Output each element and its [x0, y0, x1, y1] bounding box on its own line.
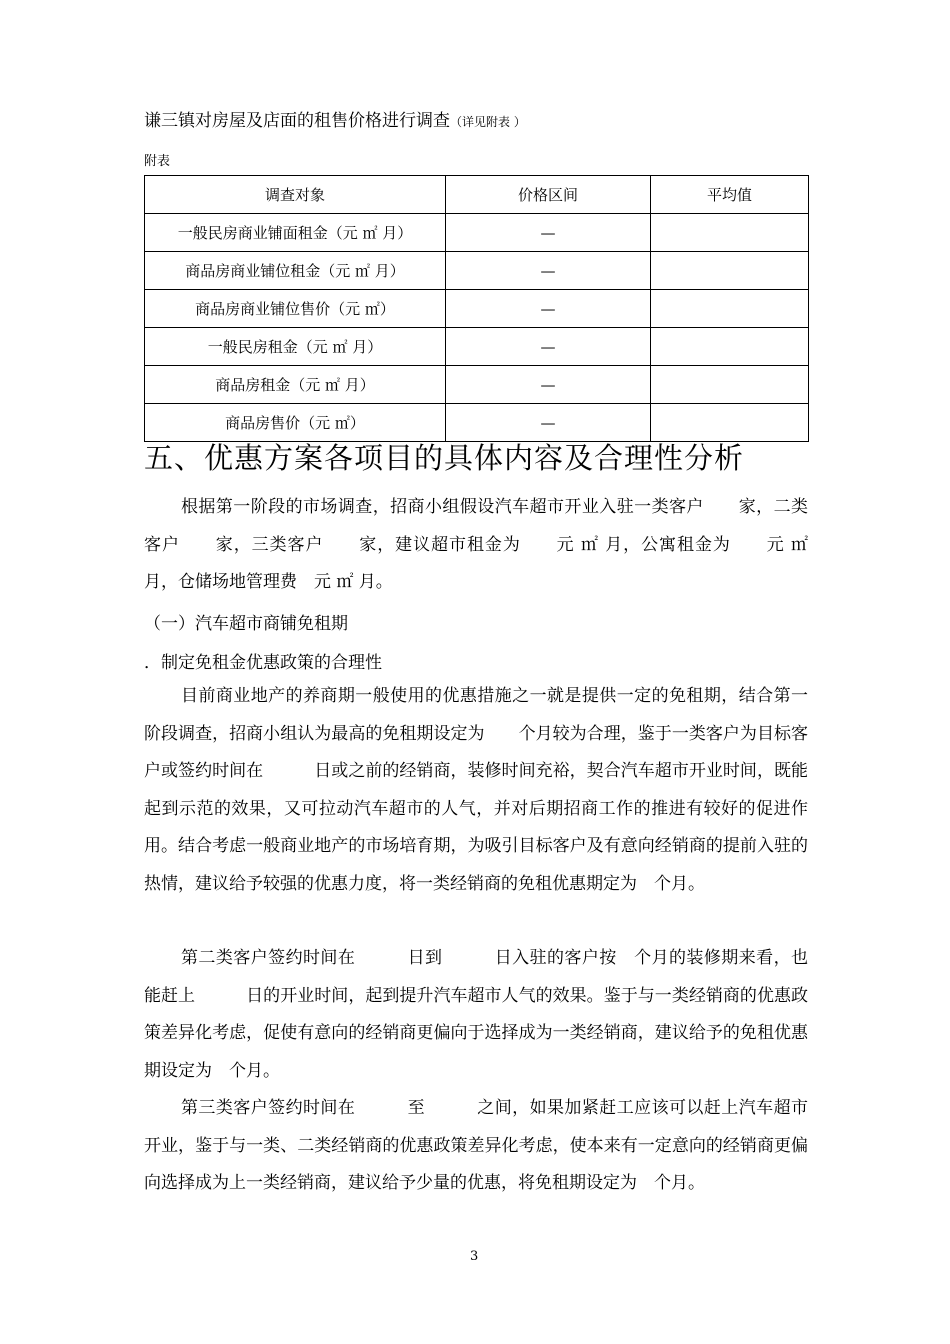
table-cell-range: —: [446, 252, 651, 290]
table-header-range: 价格区间: [446, 176, 651, 214]
attachment-label: 附表: [144, 154, 171, 169]
table-cell-range: —: [446, 404, 651, 442]
subheading-rent-free: （一）汽车超市商铺免租期: [144, 614, 348, 634]
table-row: [145, 252, 809, 290]
table-cell-range: —: [446, 214, 651, 252]
table-cell-average: [651, 366, 809, 404]
intro-line: [144, 106, 526, 131]
intro-note: （详见附表 ）: [450, 115, 526, 129]
table-cell-object: 一般民房租金（元 ㎡ 月）: [145, 328, 446, 366]
table-row: [145, 290, 809, 328]
table-cell-average: [651, 214, 809, 252]
subheading-rationale: ．制定免租金优惠政策的合理性: [144, 653, 382, 673]
table-header-row: [145, 176, 809, 214]
paragraph-market-assumption: 根据第一阶段的市场调查，招商小组假设汽车超市开业入驻一类客户 家，二类客户 家，三类客户 家，建议超市租金为 元 ㎡ 月，公寓租金为 元 ㎡ 月，仓储场地管理费 元 ㎡ 月。: [144, 497, 808, 592]
paragraph-class-one: 目前商业地产的养商期一般使用的优惠措施之一就是提供一定的免租期，结合第一阶段调查，招商小组认为最高的免租期设定为 个月较为合理，鉴于一类客户为目标客户或签约时间在 日或之前的经销商，装修时间充裕，契合汽车超市开业时间，既能起到示范的效果，又可拉动汽车超市的人气，并对后期招商工作的推进有较好的促进作用。结合考虑一般商业地产的市场培育期，为吸引目标客户及有意向经销商的提前入驻的热情，建议给予较强的优惠力度，将一类经销商的免租优惠期定为 个月。: [144, 686, 808, 894]
table-cell-object: 商品房租金（元 ㎡ 月）: [145, 366, 446, 404]
table-cell-object: 商品房商业铺位租金（元 ㎡ 月）: [145, 252, 446, 290]
table-row: [145, 214, 809, 252]
paragraph-class-three: 第三类客户签约时间在 至 之间，如果加紧赶工应该可以赶上汽车超市开业，鉴于与一类、二类经销商的优惠政策差异化考虑，使本来有一定意向的经销商更偏向选择成为上一类经销商，建议给予少量的优惠，将免租期设定为 个月。: [144, 1098, 808, 1193]
table-cell-object: 商品房售价（元 ㎡）: [145, 404, 446, 442]
page-number: 3: [470, 1249, 479, 1264]
intro-text: 谦三镇对房屋及店面的租售价格进行调查: [144, 111, 450, 131]
table-cell-range: —: [446, 328, 651, 366]
table-row: [145, 328, 809, 366]
table-cell-average: [651, 290, 809, 328]
table-header-object: 调查对象: [145, 176, 446, 214]
table-header-average: 平均值: [651, 176, 809, 214]
table-cell-range: —: [446, 290, 651, 328]
table-cell-range: —: [446, 366, 651, 404]
table-cell-average: [651, 252, 809, 290]
table-cell-object: 商品房商业铺位售价（元 ㎡）: [145, 290, 446, 328]
table-row: [145, 366, 809, 404]
section-heading: 五、优惠方案各项目的具体内容及合理性分析: [144, 441, 745, 475]
table-cell-object: 一般民房商业铺面租金（元 ㎡ 月）: [145, 214, 446, 252]
paragraph-class-two: 第二类客户签约时间在 日到 日入驻的客户按 个月的装修期来看，也能赶上 日的开业时间，起到提升汽车超市人气的效果。鉴于与一类经销商的优惠政策差异化考虑，促使有意向的经销商更偏向于选择成为一类经销商，建议给予的免租优惠期设定为 个月。: [144, 948, 808, 1081]
table-cell-average: [651, 328, 809, 366]
survey-table: [144, 175, 809, 442]
